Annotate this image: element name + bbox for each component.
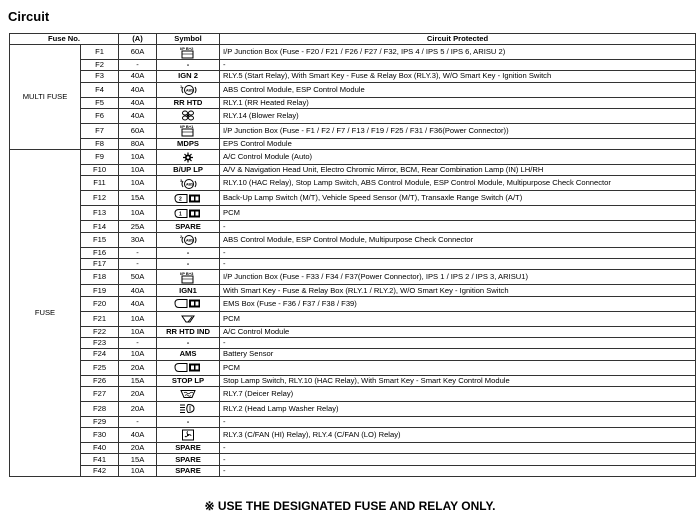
table-row (10, 465, 696, 476)
fuse-symbol (157, 311, 220, 326)
svg-text:1: 1 (180, 84, 183, 90)
fuse-circuit: RLY.10 (HAC Relay), Stop Lamp Switch, ABS Control Module, ESP Control Module, Multipurpose Check Connector (220, 176, 696, 191)
fuse-symbol (157, 270, 220, 285)
fuse-amp: - (119, 247, 157, 258)
abs-icon (176, 178, 200, 187)
abs-icon (176, 85, 200, 94)
table-row (10, 428, 696, 443)
deicer-icon (179, 389, 197, 398)
fuse-symbol: - (157, 337, 220, 348)
fuse-symbol (157, 191, 220, 206)
table-row (10, 416, 696, 427)
fuse-amp: 40A (119, 285, 157, 296)
fuse-id: F16 (81, 247, 119, 258)
fuse-circuit: - (220, 337, 696, 348)
fuse-id: F1 (81, 45, 119, 60)
fuse-symbol (157, 108, 220, 123)
fuse-id: F19 (81, 285, 119, 296)
fuse-id: F42 (81, 465, 119, 476)
fuse-id: F6 (81, 108, 119, 123)
fuse-amp: 10A (119, 206, 157, 221)
svg-text:I/P B+2: I/P B+2 (180, 45, 194, 51)
fuse-id: F23 (81, 337, 119, 348)
fuse-amp: 20A (119, 401, 157, 416)
table-row (10, 454, 696, 465)
fuse-amp: 20A (119, 443, 157, 454)
fuse-id: F27 (81, 386, 119, 401)
fuse-amp: 10A (119, 326, 157, 337)
svg-text:I/P B+3: I/P B+3 (180, 270, 194, 276)
fuse-circuit: ABS Control Module, ESP Control Module (220, 82, 696, 97)
fuse-symbol (157, 401, 220, 416)
fuse-id: F11 (81, 176, 119, 191)
fuse-id: F28 (81, 401, 119, 416)
fuse-symbol: AMS (157, 349, 220, 360)
table-row (10, 150, 696, 165)
fuse-symbol (157, 428, 220, 443)
circuit-table (9, 33, 696, 477)
fuse-amp: 40A (119, 82, 157, 97)
group-fuse: FUSE (10, 150, 81, 477)
fuse-circuit: - (220, 454, 696, 465)
table-row (10, 191, 696, 206)
fuse-id: F4 (81, 82, 119, 97)
svg-text:2: 2 (179, 196, 182, 203)
table-row (10, 386, 696, 401)
table-row (10, 232, 696, 247)
fuse-amp: 50A (119, 270, 157, 285)
table-row (10, 165, 696, 176)
fuse-circuit: RLY.14 (Blower Relay) (220, 108, 696, 123)
table-row (10, 375, 696, 386)
fuse-circuit: - (220, 259, 696, 270)
fuse-id: F10 (81, 165, 119, 176)
fuse-circuit: RLY.1 (RR Heated Relay) (220, 97, 696, 108)
fuse-symbol: - (157, 416, 220, 427)
fuse-no-header: Fuse No. (10, 34, 119, 45)
fuse-symbol: SPARE (157, 221, 220, 232)
fuse-amp: - (119, 60, 157, 71)
fuse-symbol: MDPS (157, 138, 220, 149)
fuse-amp: 20A (119, 386, 157, 401)
fuse-symbol: B/UP LP (157, 165, 220, 176)
fuse-amp: 15A (119, 375, 157, 386)
table-row (10, 285, 696, 296)
fuse-circuit: EMS Box (Fuse - F36 / F37 / F38 / F39) (220, 296, 696, 311)
fuse-circuit: PCM (220, 360, 696, 375)
fuse-symbol: - (157, 247, 220, 258)
headlamp-washer-icon (179, 404, 197, 413)
fuse-circuit: EPS Control Module (220, 138, 696, 149)
fuse-amp: 15A (119, 454, 157, 465)
table-row (10, 259, 696, 270)
table-row (10, 45, 696, 60)
fuse-symbol (157, 386, 220, 401)
fuse-id: F41 (81, 454, 119, 465)
fuse-symbol: RR HTD (157, 97, 220, 108)
fuse-id: F8 (81, 138, 119, 149)
table-row (10, 82, 696, 97)
fuse-symbol (157, 176, 220, 191)
abs-icon (176, 235, 200, 244)
fuse-circuit: I/P Junction Box (Fuse - F20 / F21 / F26 / F27 / F32, IPS 4 / IPS 5 / IPS 6, ARISU 2) (220, 45, 696, 60)
fuse-amp: 10A (119, 465, 157, 476)
fuse-amp: 25A (119, 221, 157, 232)
table-row (10, 60, 696, 71)
fuse-id: F40 (81, 443, 119, 454)
ip-box-icon (176, 47, 200, 56)
fuse-amp: 40A (119, 97, 157, 108)
fuse-id: F22 (81, 326, 119, 337)
fuse-amp: 40A (119, 296, 157, 311)
fuse-symbol (157, 45, 220, 60)
fuse-amp: - (119, 259, 157, 270)
table-row (10, 176, 696, 191)
fuse-circuit: Battery Sensor (220, 349, 696, 360)
fuse-circuit: A/V & Navigation Head Unit, Electro Chromic Mirror, BCM, Rear Combination Lamp (IN) LH/RH (220, 165, 696, 176)
fuse-circuit: I/P Junction Box (Fuse - F1 / F2 / F7 / F13 / F19 / F25 / F31 / F36(Power Connector)) (220, 123, 696, 138)
fuse-circuit: I/P Junction Box (Fuse - F33 / F34 / F37(Power Connector), IPS 1 / IPS 2 / IPS 3, ARISU1) (220, 270, 696, 285)
fuse-id: F15 (81, 232, 119, 247)
fuse-amp: 80A (119, 138, 157, 149)
fuse-symbol: STOP LP (157, 375, 220, 386)
fuse-id: F9 (81, 150, 119, 165)
fuse-id: F13 (81, 206, 119, 221)
fuse-id: F26 (81, 375, 119, 386)
table-row (10, 97, 696, 108)
fuse-circuit: - (220, 465, 696, 476)
table-row (10, 311, 696, 326)
fuse-id: F14 (81, 221, 119, 232)
fuse-circuit: RLY.5 (Start Relay), With Smart Key - Fuse & Relay Box (RLY.3), W/O Smart Key - Ignition Switch (220, 71, 696, 82)
fuse-circuit: RLY.2 (Head Lamp Washer Relay) (220, 401, 696, 416)
fuse-symbol (157, 232, 220, 247)
fuse-id: F20 (81, 296, 119, 311)
table-row (10, 337, 696, 348)
fuse-id: F2 (81, 60, 119, 71)
fuse-symbol: RR HTD IND (157, 326, 220, 337)
fuse-amp: 60A (119, 123, 157, 138)
fuse-symbol: - (157, 60, 220, 71)
svg-text:I/P B+1: I/P B+1 (180, 124, 194, 130)
fuse-circuit: Stop Lamp Switch, RLY.10 (HAC Relay), With Smart Key - Smart Key Control Module (220, 375, 696, 386)
fuse-amp: 10A (119, 176, 157, 191)
table-row (10, 360, 696, 375)
fuse-id: F7 (81, 123, 119, 138)
group-multi-fuse: MULTI FUSE (10, 45, 81, 150)
ac-icon (182, 152, 194, 161)
table-row (10, 296, 696, 311)
fuse-circuit: RLY.3 (C/FAN (HI) Relay), RLY.4 (C/FAN (LO) Relay) (220, 428, 696, 443)
fuse-circuit: Back-Up Lamp Switch (M/T), Vehicle Speed Sensor (M/T), Transaxle Range Switch (A/T) (220, 191, 696, 206)
fuse-symbol: SPARE (157, 465, 220, 476)
engine-icon (173, 299, 203, 308)
table-row (10, 123, 696, 138)
table-row (10, 270, 696, 285)
fuse-circuit: PCM (220, 206, 696, 221)
fuse-symbol (157, 150, 220, 165)
svg-text:ABS: ABS (186, 238, 194, 243)
svg-text:ABS: ABS (186, 182, 194, 187)
fuse-id: F24 (81, 349, 119, 360)
table-row (10, 221, 696, 232)
fuse-circuit: - (220, 416, 696, 427)
fuse-circuit: - (220, 60, 696, 71)
fuse-amp: 10A (119, 311, 157, 326)
fuse-amp: 40A (119, 108, 157, 123)
fuse-symbol (157, 360, 220, 375)
fuse-circuit: - (220, 247, 696, 258)
fuse-amp: 60A (119, 45, 157, 60)
fuse-circuit: A/C Control Module (220, 326, 696, 337)
engine-icon (173, 193, 203, 202)
table-row (10, 206, 696, 221)
table-row (10, 401, 696, 416)
fuse-amp: 10A (119, 165, 157, 176)
fuse-symbol (157, 296, 220, 311)
svg-text:ABS: ABS (186, 88, 194, 93)
fuse-amp: 40A (119, 428, 157, 443)
ip-box-icon (176, 126, 200, 135)
table-row (10, 349, 696, 360)
fuse-id: F25 (81, 360, 119, 375)
fuse-id: F30 (81, 428, 119, 443)
fuse-circuit: ABS Control Module, ESP Control Module, Multipurpose Check Connector (220, 232, 696, 247)
page-title: Circuit (8, 9, 50, 24)
fuse-amp: - (119, 337, 157, 348)
table-row (10, 108, 696, 123)
fuse-symbol (157, 206, 220, 221)
fuse-symbol: - (157, 259, 220, 270)
fuse-symbol: SPARE (157, 454, 220, 465)
fuse-amp: 15A (119, 191, 157, 206)
table-row (10, 138, 696, 149)
fuse-amp: 10A (119, 349, 157, 360)
engine-icon (173, 208, 203, 217)
engine-icon (173, 363, 203, 372)
table-row (10, 443, 696, 454)
fuse-amp: 20A (119, 360, 157, 375)
svg-text:3: 3 (180, 177, 183, 183)
fuse-symbol: SPARE (157, 443, 220, 454)
fuse-amp: 40A (119, 71, 157, 82)
fuse-amp: 30A (119, 232, 157, 247)
circuit-header: Circuit Protected (220, 34, 696, 45)
fuse-symbol: IGN1 (157, 285, 220, 296)
fuse-symbol: IGN 2 (157, 71, 220, 82)
table-row (10, 71, 696, 82)
fuse-circuit: PCM (220, 311, 696, 326)
ip-box-icon (176, 272, 200, 281)
fuse-circuit: - (220, 221, 696, 232)
svg-text:2: 2 (180, 234, 183, 240)
fan-icon (180, 430, 196, 439)
blower-icon (181, 111, 195, 120)
table-row (10, 247, 696, 258)
amp-header: (A) (119, 34, 157, 45)
svg-text:1: 1 (179, 211, 182, 218)
fuse-circuit: A/C Control Module (Auto) (220, 150, 696, 165)
fuse-id: F21 (81, 311, 119, 326)
fuse-symbol (157, 82, 220, 97)
wiper-icon (180, 314, 196, 323)
fuse-circuit: - (220, 443, 696, 454)
table-row (10, 326, 696, 337)
fuse-id: F12 (81, 191, 119, 206)
fuse-amp: - (119, 416, 157, 427)
fuse-id: F5 (81, 97, 119, 108)
fuse-amp: 10A (119, 150, 157, 165)
fuse-circuit: RLY.7 (Deicer Relay) (220, 386, 696, 401)
fuse-id: F17 (81, 259, 119, 270)
symbol-header: Symbol (157, 34, 220, 45)
fuse-id: F29 (81, 416, 119, 427)
footnote: ※ USE THE DESIGNATED FUSE AND RELAY ONLY. (204, 499, 496, 513)
table-header-row (10, 34, 696, 45)
fuse-symbol (157, 123, 220, 138)
fuse-id: F3 (81, 71, 119, 82)
fuse-circuit: With Smart Key - Fuse & Relay Box (RLY.1 / RLY.2), W/O Smart Key - Ignition Switch (220, 285, 696, 296)
fuse-id: F18 (81, 270, 119, 285)
